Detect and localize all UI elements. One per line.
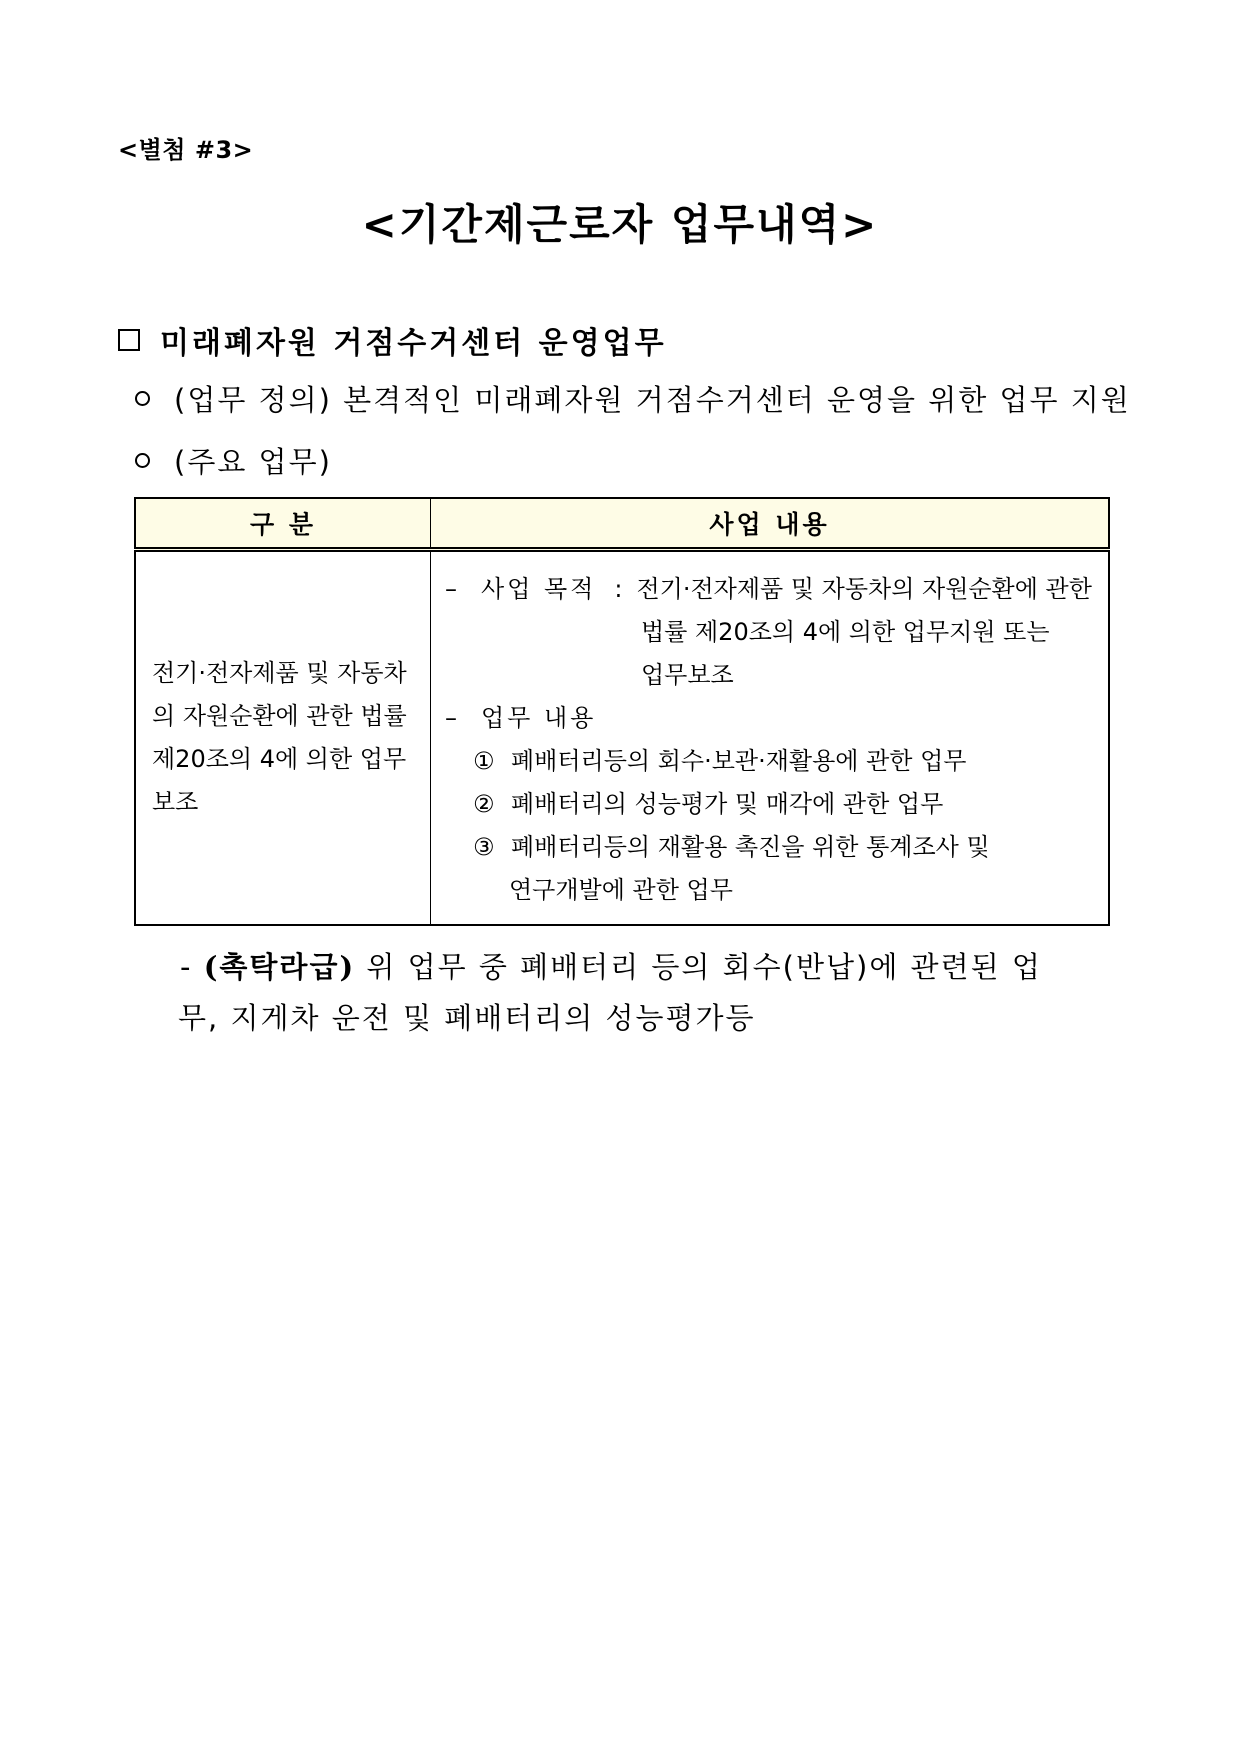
purpose-line: 업무보조	[641, 661, 734, 689]
category-line: 의 자원순환에 관한 법률	[152, 702, 407, 730]
list-item-continuation: 연구개발에 관한 업무	[509, 876, 733, 904]
circle-bullet-icon	[135, 391, 150, 406]
bullet-text: (주요 업무)	[174, 445, 332, 479]
content-row	[445, 697, 1094, 740]
note-paragraph	[180, 942, 1110, 1044]
duties-table	[134, 497, 1110, 926]
page-title: <기간제근로자 업무내역>	[361, 200, 879, 249]
purpose-line: 법률 제20조의 4에 의한 업무지원 또는	[641, 618, 1050, 646]
list-item	[445, 826, 1094, 869]
category-cell	[135, 550, 431, 926]
note-text: 위 업무 중 폐배터리 등의 회수(반납)에 관련된 업	[366, 950, 1042, 984]
item-number: ②	[473, 790, 495, 818]
circle-bullet-icon	[135, 453, 150, 468]
note-prefix: -	[180, 950, 193, 984]
item-text: 폐배터리등의 재활용 촉진을 위한 통계조사 및	[511, 833, 990, 861]
note-line: 무, 지게차 운전 및 폐배터리의 성능평가등	[178, 1001, 756, 1035]
content-label: 업무 내용	[481, 704, 597, 732]
attachment-label: <별첨 #3>	[118, 136, 254, 164]
square-bullet-icon	[118, 329, 140, 351]
category-line: 제20조의 4에 의한 업무	[152, 745, 407, 773]
section-heading-text: 미래폐자원 거점수거센터 운영업무	[160, 326, 667, 361]
item-text: 폐배터리의 성능평가 및 매각에 관한 업무	[511, 790, 944, 818]
table-header-row	[135, 498, 1109, 550]
purpose-label: 사업 목적	[481, 575, 597, 603]
purpose-line: 전기·전자제품 및 자동차의 자원순환에 관한	[636, 575, 1092, 603]
header-content: 사업 내용	[431, 498, 1110, 550]
item-number: ①	[473, 747, 495, 775]
header-category: 구 분	[135, 498, 431, 550]
dash-marker: –	[445, 575, 457, 603]
note-line	[180, 942, 1110, 993]
note-lead: (촉탁라급)	[203, 950, 356, 984]
category-line: 보조	[152, 788, 199, 816]
item-text: 폐배터리등의 회수·보관·재활용에 관한 업무	[511, 747, 967, 775]
item-number: ③	[473, 833, 495, 861]
bullet-definition	[135, 378, 1131, 419]
purpose-row	[445, 568, 1094, 611]
dash-marker: –	[445, 704, 457, 732]
category-line: 전기·전자제품 및 자동차	[152, 659, 407, 687]
list-item	[445, 783, 1094, 826]
table-row	[135, 550, 1109, 926]
section-heading	[118, 318, 667, 362]
bullet-text: (업무 정의) 본격적인 미래폐자원 거점수거센터 운영을 위한 업무 지원	[174, 383, 1131, 417]
content-cell	[431, 550, 1110, 926]
bullet-main-duties	[135, 440, 332, 481]
colon-marker: :	[614, 575, 623, 603]
list-item	[445, 740, 1094, 783]
